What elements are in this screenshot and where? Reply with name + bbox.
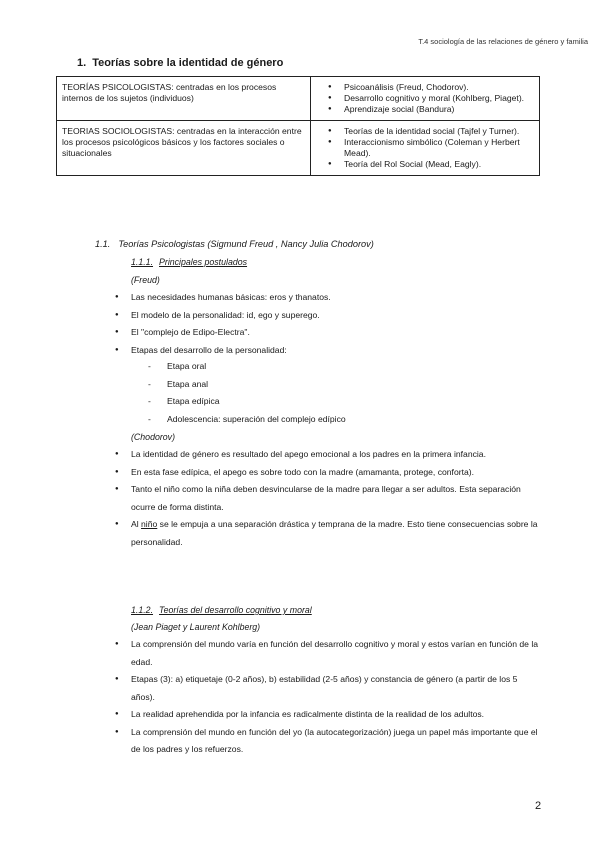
list-item: ● Etapas (3): a) etiquetaje (0-2 años), b) estabilidad (2-5 años) y constancia de género (a partir de los 5 años). [131,671,541,706]
list-item [131,516,541,551]
heading-number: 1. [77,57,87,69]
stages-list [148,358,346,428]
list-item: ● La realidad aprehendida por la infancia es radicalmente distinta de la realidad de los adultos. [131,706,541,724]
table-cell-sociologistas-list [311,121,540,176]
cognitive-bullet-list [131,636,541,759]
freud-label: (Freud) [131,275,160,285]
section-1-1-title [95,239,374,249]
chodorov-label: (Chodorov) [131,432,176,442]
piaget-kohlberg-label: (Jean Piaget y Laurent Kohlberg) [131,622,261,632]
text-prefix: Al [131,519,142,529]
subsection-1-1-1-title [131,257,247,267]
freud-bullet-list [131,289,541,359]
list-item: ● Teoría del Rol Social (Mead, Eagly). [344,159,534,170]
subsection-number: 1.1.1. [131,257,154,267]
running-header: T.4 sociología de las relaciones de género y familia [418,37,588,46]
subsection-title: Principales postulados [159,257,248,267]
list-item: ● Etapas del desarrollo de la personalidad: [131,342,541,360]
list-item: ● En esta fase edípica, el apego es sobre todo con la madre (amamanta, protege, conforta). [131,464,541,482]
list-item: ● Interaccionismo simbólico (Coleman y Herbert Mead). [344,137,534,159]
table-cell-psicologistas-list [311,77,540,121]
table-row [57,121,540,176]
subsection-1-1-2-title [131,605,312,615]
list-item: - Adolescencia: superación del complejo edípico [148,411,346,429]
heading-title: Teorías sobre la identidad de género [92,57,284,69]
underlined-word: niño [141,519,158,529]
list-item: ● Las necesidades humanas básicas: eros y thanatos. [131,289,541,307]
list-item: ● La comprensión del mundo varía en función del desarrollo cognitivo y moral y estos varían en función de la edad. [131,636,541,671]
list-item: ● La identidad de género es resultado del apego emocional a los padres en la primera infancia. [131,446,541,464]
subsection-number: 1.1.2. [131,605,154,615]
chodorov-bullet-list [131,446,541,551]
text-suffix: se le empuja a una separación drástica y temprana de la madre. Esto tiene consecuencias sobre la personalidad. [131,519,538,547]
section-title: Teorías Psicologistas (Sigmund Freud , Nancy Julia Chodorov) [118,239,374,249]
list-item: - Etapa oral [148,358,346,376]
list-item: - Etapa edípica [148,393,346,411]
list-item: ● El modelo de la personalidad: id, ego y superego. [131,307,541,325]
table-row [57,77,540,121]
list-item: ● Psicoanálisis (Freud, Chodorov). [344,82,534,93]
list-item: - Etapa anal [148,376,346,394]
page-number: 2 [535,800,542,812]
section-heading [77,57,283,69]
list-item: ● Desarrollo cognitivo y moral (Kohlberg, Piaget). [344,93,534,104]
list-item: ● La comprensión del mundo en función del yo (la autocategorización) juega un papel más importante que el de los padres y los refuerzos. [131,724,541,759]
table-cell-sociologistas: TEORIAS SOCIOLOGISTAS: centradas en la interacción entre los procesos psicológicos básicos y los factores sociales o situacionales [57,121,311,176]
list-item: ● Aprendizaje social (Bandura) [344,104,534,115]
table-cell-psicologistas: TEORÍAS PSICOLOGISTAS: centradas en los procesos internos de los sujetos (individuos) [57,77,311,121]
section-number: 1.1. [95,239,111,249]
list-item: ● Teorías de la identidad social (Tajfel y Turner). [344,126,534,137]
theories-table [56,76,540,176]
subsection-title: Teorías del desarrollo cognitivo y moral [159,605,312,615]
list-item: ● El "complejo de Edipo-Electra". [131,324,541,342]
list-item: ● Tanto el niño como la niña deben desvincularse de la madre para llegar a ser adultos. Esta separación ocurre de forma distinta. [131,481,541,516]
